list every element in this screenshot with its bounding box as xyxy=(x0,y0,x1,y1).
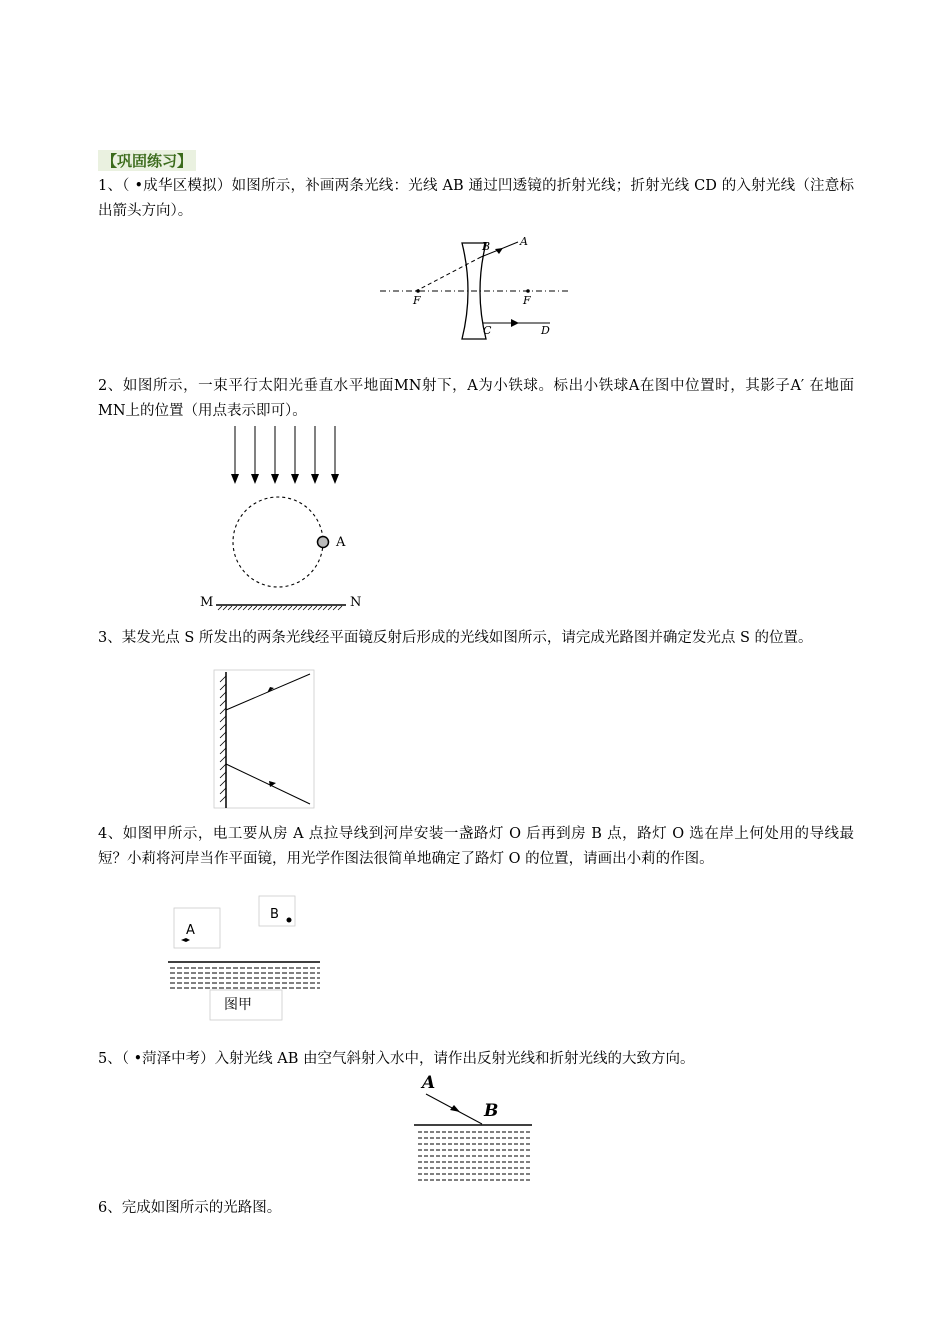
mirror-hatch xyxy=(220,676,226,802)
label-a: A xyxy=(336,535,346,550)
plane-mirror-figure xyxy=(210,668,320,814)
question-5: 5、（ •菏泽中考）入射光线 AB 由空气斜射入水中，请作出反射光线和折射光线的大致方向。 xyxy=(98,1051,695,1067)
dashed-circle-path xyxy=(233,497,323,587)
label-m: M xyxy=(200,595,214,610)
water-lines xyxy=(418,1132,532,1180)
label-c: C xyxy=(483,324,492,337)
sunlight-ball-figure xyxy=(198,424,378,616)
question-1: 1、（ •成华区模拟）如图所示，补画两条光线：光线 AB 通过凹透镜的折射光线；折射光线 CD 的入射光线（注意标出箭头方向）。 xyxy=(98,178,854,219)
focus-point-right xyxy=(526,289,530,293)
point-a xyxy=(181,938,190,942)
label-a: A xyxy=(422,1073,436,1093)
label-f-right: F xyxy=(523,294,531,307)
point-b xyxy=(287,918,292,923)
reflected-ray-lower xyxy=(226,764,310,804)
label-a: A xyxy=(520,235,528,248)
label-b: B xyxy=(270,907,279,922)
label-f-left: F xyxy=(413,294,421,307)
dashed-extension xyxy=(416,257,481,291)
question-2: 2、如图所示，一束平行太阳光垂直水平地面MN射下，A为小铁球。标出小铁球A在图中位置时，其影子A′ 在地面MN上的位置（用点表示即可）。 xyxy=(98,378,854,419)
air-water-figure xyxy=(412,1070,536,1188)
question-3: 3、某发光点 S 所发出的两条光线经平面镜反射后形成的光线如图所示，请完成光路图并确定发光点 S 的位置。 xyxy=(98,630,813,646)
label-b: B xyxy=(484,1101,499,1121)
label-n: N xyxy=(350,595,362,610)
label-b: B xyxy=(482,240,491,253)
ground-hatch xyxy=(218,606,342,610)
question-4: 4、如图甲所示，电工要从房 A 点拉导线到河岸安装一盏路灯 O 后再到房 B 点，路灯 O 选在岸上何处用的导线最短？小莉将河岸当作平面镜，用光学作图法很简单地确定了路灯 O 的位置，请画出小莉的作图。 xyxy=(98,826,854,867)
water-lines xyxy=(170,968,320,988)
section-heading: 【巩固练习】 xyxy=(98,150,196,171)
figure-caption: 图甲 xyxy=(224,997,252,1013)
question-6: 6、完成如图所示的光路图。 xyxy=(98,1200,282,1216)
river-bank-figure xyxy=(164,894,324,1022)
ray-arrow xyxy=(450,1105,460,1112)
label-d: D xyxy=(541,324,550,337)
iron-ball xyxy=(318,537,329,548)
house-a-frame xyxy=(174,908,220,948)
ray-arrowheads xyxy=(231,474,339,484)
label-a: A xyxy=(186,923,195,938)
sunlight-rays xyxy=(235,426,335,480)
ray-arrow xyxy=(511,319,519,327)
figure-frame xyxy=(214,670,314,808)
concave-lens-figure xyxy=(378,236,578,346)
focus-point-left xyxy=(416,289,420,293)
